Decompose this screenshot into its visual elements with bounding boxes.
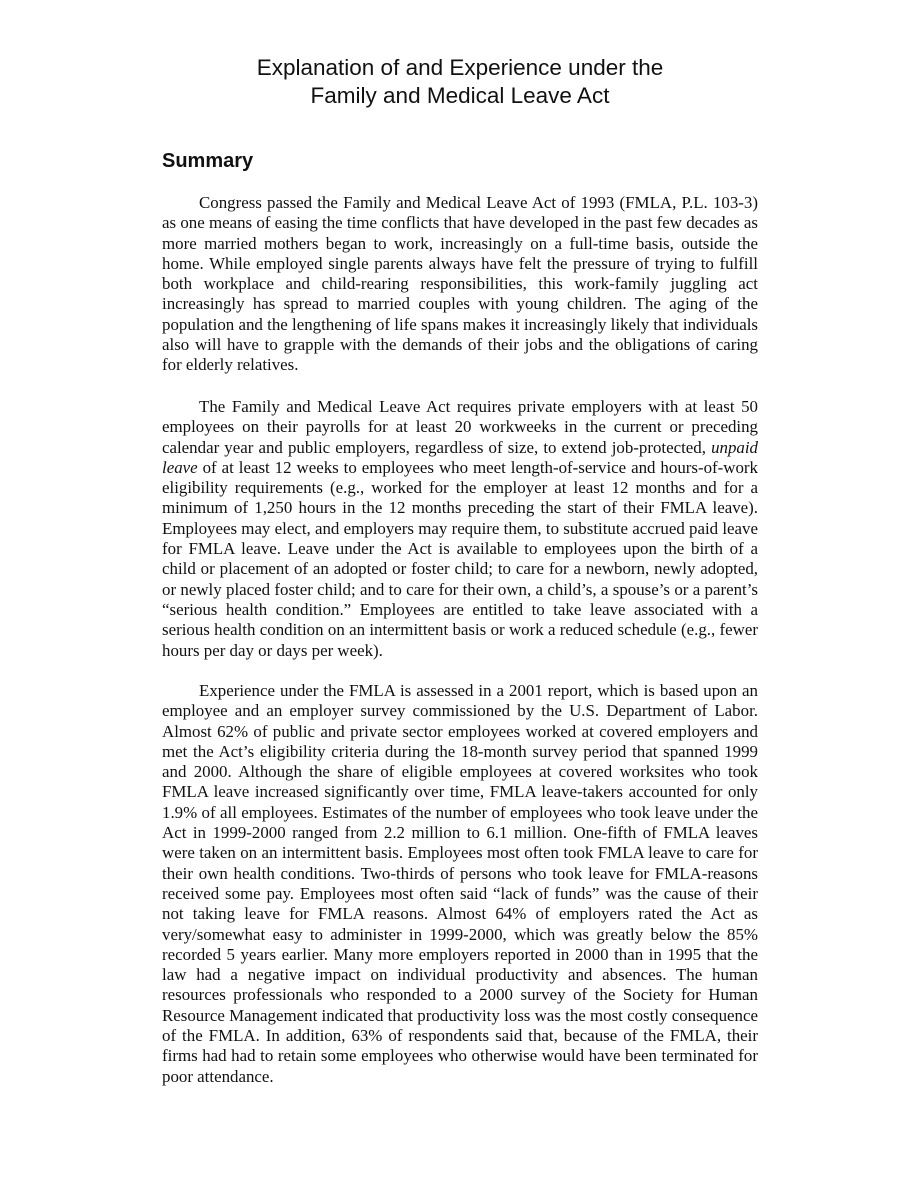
title-line-1: Explanation of and Experience under the xyxy=(256,55,664,80)
document-title xyxy=(0,54,920,110)
paragraph-2-text-start: The Family and Medical Leave Act requires private employers with at least 50 employees on their payrolls for at least 20 workweeks in the current or preceding calendar year and public employers, regardless of size, to extend job-protected, xyxy=(162,397,758,457)
summary-paragraph-1: Congress passed the Family and Medical Leave Act of 1993 (FMLA, P.L. 103-3) as one means of easing the time conflicts that have developed in the past few decades as more married mothers began to work, increasingly on a full-time basis, outside the home. While employed single parents always have felt the pressure of trying to fulfill both workplace and child-rearing responsibilities, this work-family juggling act increasingly has spread to married couples with young children. The aging of the population and the lengthening of life spans makes it increasingly likely that individuals also will have to grapple with the demands of their jobs and the obligations of caring for elderly relatives. xyxy=(162,193,758,375)
section-heading-summary: Summary xyxy=(162,150,254,172)
summary-paragraph-3: Experience under the FMLA is assessed in a 2001 report, which is based upon an employee and an employer survey commissioned by the U.S. Department of Labor. Almost 62% of public and private sector employees worked at covered employers and met the Act’s eligibility criteria during the 18-month survey period that spanned 1999 and 2000. Although the share of eligible employees at covered worksites who took FMLA leave increased significantly over time, FMLA leave-takers accounted for only 1.9% of all employees. Estimates of the number of employees who took leave under the Act in 1999-2000 ranged from 2.2 million to 6.1 million. One-fifth of FMLA leaves were taken on an intermittent basis. Employees most often took FMLA leave to care for their own health conditions. Two-thirds of persons who took leave for FMLA-reasons received some pay. Employees most often said “lack of funds” was the cause of their not taking leave for FMLA reasons. Almost 64% of employers rated the Act as very/somewhat easy to administer in 1999-2000, which was greatly below the 85% recorded 5 years earlier. Many more employers reported in 2000 than in 1995 that the law had a negative impact on individual productivity and absences. The human resources professionals who responded to a 2000 survey of the Society for Human Resource Management indicated that productivity loss was the most costly consequence of the FMLA. In addition, 63% of respondents said that, because of the FMLA, their firms had had to retain some employees who otherwise would have been terminated for poor attendance. xyxy=(162,681,758,1086)
unpaid-leave-emphasis: unpaid leave xyxy=(162,437,758,477)
summary-paragraph-2 xyxy=(162,397,758,661)
title-line-2: Family and Medical Leave Act xyxy=(310,83,610,108)
paragraph-2-text-end: of at least 12 weeks to employees who meet length-of-service and hours-of-work eligibility requirements (e.g., worked for the employer at least 12 months and for a minimum of 1,250 hours in the 12 months preceding the start of their FMLA leave). Employees may elect, and employers may require them, to substitute accrued paid leave for FMLA leave. Leave under the Act is available to employees upon the birth of a child or placement of an adopted or foster child; to care for a newborn, newly adopted, or newly placed foster child; and to care for their own, a child’s, a spouse’s or a parent’s “serious health condition.” Employees are entitled to take leave associated with a serious health condition on an intermittent basis or work a reduced schedule (e.g., fewer hours per day or days per week). xyxy=(162,457,758,660)
